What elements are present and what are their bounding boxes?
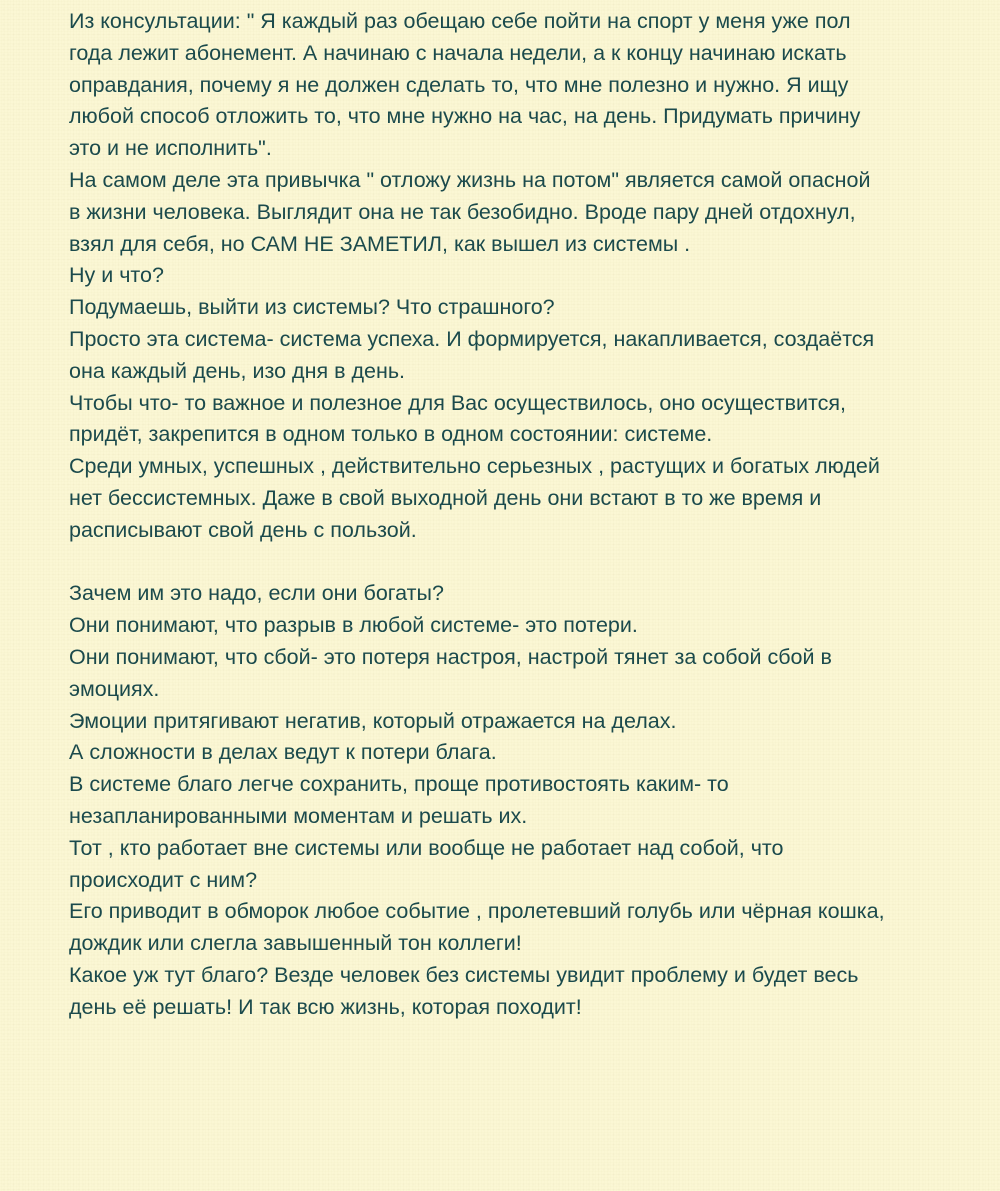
text-line: в жизни человека. Выглядит она не так безобидно. Вроде пару дней отдохнул,	[69, 199, 856, 224]
text-line: незапланированными моментам и решать их.	[69, 803, 528, 828]
text-line: Какое уж тут благо? Везде человек без системы увидит проблему и будет весь	[69, 962, 859, 987]
blank-line	[69, 547, 930, 579]
text-line: Эмоции притягивают негатив, который отражается на делах.	[69, 708, 677, 733]
text-line: В системе благо легче сохранить, проще противостоять каким- то	[69, 772, 729, 797]
text-line: придёт, закрепится в одном только в одном состоянии: системе.	[69, 422, 713, 447]
text-line: Просто эта система- система успеха. И формируется, накапливается, создаётся	[69, 326, 875, 351]
note-text	[69, 6, 930, 1024]
text-line: Зачем им это надо, если они богаты?	[69, 581, 444, 606]
text-line: взял для себя, но САМ НЕ ЗАМЕТИЛ, как вышел из системы .	[69, 231, 691, 256]
text-line: Среди умных, успешных , действительно серьезных , растущих и богатых людей	[69, 454, 880, 479]
text-line: происходит с ним?	[69, 867, 258, 892]
text-line: А сложности в делах ведут к потери блага.	[69, 740, 497, 765]
text-line: Подумаешь, выйти из системы? Что страшного?	[69, 295, 555, 320]
text-line: года лежит абонемент. А начинаю с начала недели, а к концу начинаю искать	[69, 40, 847, 65]
text-line: расписывают свой день с пользой.	[69, 517, 417, 542]
text-line: Его приводит в обморок любое событие , пролетевший голубь или чёрная кошка,	[69, 899, 885, 924]
text-line: нет бессистемных. Даже в свой выходной день они встают в то же время и	[69, 485, 822, 510]
text-line: это и не исполнить".	[69, 136, 272, 161]
text-line: оправдания, почему я не должен сделать то, что мне полезно и нужно. Я ищу	[69, 72, 849, 97]
text-line: Чтобы что- то важное и полезное для Вас осуществилось, оно осуществится,	[69, 390, 846, 415]
text-line: На самом деле эта привычка " отложу жизнь на потом" является самой опасной	[69, 167, 871, 192]
text-line: Ну и что?	[69, 263, 164, 288]
text-line: дождик или слегла завышенный тон коллеги!	[69, 931, 522, 956]
text-line: Они понимают, что разрыв в любой системе- это потери.	[69, 613, 638, 638]
text-line: эмоциях.	[69, 676, 160, 701]
text-line: Они понимают, что сбой- это потеря настроя, настрой тянет за собой сбой в	[69, 644, 832, 669]
text-line: любой способ отложить то, что мне нужно на час, на день. Придумать причину	[69, 104, 861, 129]
text-line: Тот , кто работает вне системы или вообще не работает над собой, что	[69, 835, 784, 860]
text-line: Из консультации: " Я каждый раз обещаю себе пойти на спорт у меня уже пол	[69, 9, 851, 33]
text-line: день её решать! И так всю жизнь, которая походит!	[69, 994, 582, 1019]
text-line: она каждый день, изо дня в день.	[69, 358, 406, 383]
